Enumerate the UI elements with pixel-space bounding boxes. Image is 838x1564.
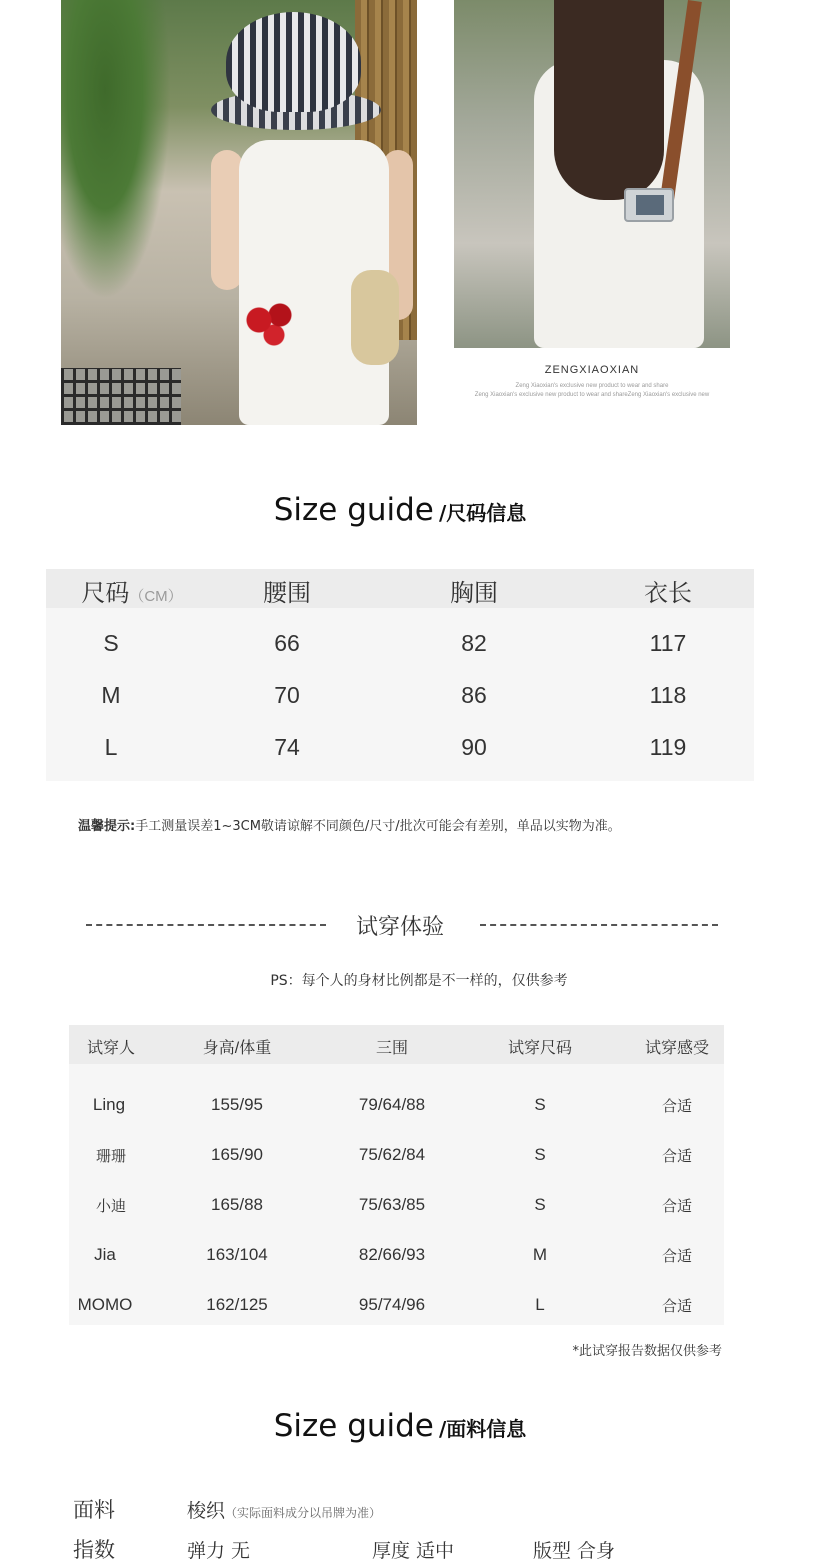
roses [241, 300, 301, 350]
height-weight-cell: 163/104 [206, 1245, 268, 1264]
measurements-cell: 82/66/93 [358, 1245, 426, 1264]
tryon-ps-note: PS：每个人的身材比例都是不一样的，仅供参考 [270, 973, 568, 989]
feeling-cell: 合适 [661, 1247, 693, 1265]
unit-label: （CM） [129, 588, 183, 605]
tester-cell: 珊珊 [95, 1147, 127, 1165]
brand-title: ZENGXIAOXIAN [544, 364, 640, 376]
tester-cell: MOMO [77, 1295, 133, 1314]
waist-cell: 66 [274, 630, 300, 656]
size-guide-title [0, 492, 800, 528]
table-row [69, 1235, 724, 1285]
size-cell: S [103, 630, 119, 656]
brand-subtitle-line: Zeng Xiaoxian's exclusive new product to wear and share [515, 383, 669, 389]
header-tried-size: 试穿尺码 [507, 1040, 573, 1057]
tip-label: 温馨提示: [78, 819, 136, 834]
brand-subtitle-line: Zeng Xiaoxian's exclusive new product to wear and shareZeng Xiaoxian's exclusive new [474, 392, 710, 398]
tried-size-cell: S [534, 1095, 546, 1114]
header-waist: 腰围 [263, 580, 311, 607]
size-cell: M [101, 682, 121, 708]
measurements-cell: 79/64/88 [358, 1095, 426, 1114]
waist-cell: 70 [274, 682, 300, 708]
tip-text: 手工测量误差1~3CM敬请谅解不同颜色/尺寸/批次可能会有差别，单品以实物为准。 [135, 819, 621, 834]
tester-cell: 小迪 [95, 1197, 127, 1215]
size-table [46, 569, 754, 781]
size-cell: L [104, 734, 118, 760]
material-label: 面料 [73, 1498, 115, 1522]
title-zh: /面料信息 [438, 1417, 527, 1441]
index-elasticity: 弹力 无 [187, 1540, 251, 1562]
header-height-weight: 身高/体重 [202, 1040, 272, 1057]
chest-cell: 90 [461, 734, 487, 760]
brand-subtitle [454, 382, 730, 400]
table-row [69, 1185, 724, 1235]
table-row [46, 678, 754, 718]
header-length: 衣长 [644, 580, 692, 607]
tryon-table-header [69, 1025, 724, 1064]
feeling-cell: 合适 [661, 1147, 693, 1165]
chest-cell: 86 [461, 682, 487, 708]
table-row [69, 1285, 724, 1335]
length-cell: 118 [649, 682, 687, 708]
tryon-footnote: *此试穿报告数据仅供参考 [572, 1344, 722, 1359]
fabric-guide-title [0, 1408, 800, 1444]
table-row [46, 730, 754, 770]
straw-bag [351, 270, 399, 365]
tried-size-cell: M [532, 1245, 548, 1264]
feeling-cell: 合适 [661, 1197, 693, 1215]
height-weight-cell: 165/88 [211, 1195, 263, 1214]
tried-size-cell: S [534, 1145, 546, 1164]
header-tester: 试穿人 [86, 1040, 136, 1057]
tryon-table [69, 1025, 724, 1325]
material-name: 梭织 [187, 1500, 226, 1522]
measurements-cell: 75/62/84 [358, 1145, 426, 1164]
height-weight-cell: 155/95 [211, 1095, 263, 1114]
foliage [61, 0, 171, 300]
height-weight-cell: 165/90 [211, 1145, 263, 1164]
feeling-cell: 合适 [661, 1097, 693, 1115]
chest-cell: 82 [461, 630, 487, 656]
header-size: 尺码（CM） [81, 580, 183, 607]
camera [624, 188, 674, 222]
title-en: Size guide [273, 492, 434, 528]
tester-cell: Jia [94, 1245, 116, 1264]
tryon-title: 试穿体验 [355, 915, 444, 940]
model-photo-left [61, 0, 417, 425]
index-thickness: 厚度 适中 [372, 1540, 455, 1562]
model-hair [554, 0, 664, 200]
length-cell: 119 [649, 734, 687, 760]
material-note: （实际面料成分以吊牌为准） [225, 1506, 382, 1520]
index-fit: 版型 合身 [533, 1540, 616, 1562]
model-photo-right [454, 0, 730, 348]
table-row [69, 1085, 724, 1135]
table-row [69, 1135, 724, 1185]
tried-size-cell: L [535, 1295, 545, 1314]
height-weight-cell: 162/125 [206, 1295, 268, 1314]
material-value [187, 1496, 381, 1523]
bucket-hat [226, 12, 361, 112]
measurements-cell: 95/74/96 [358, 1295, 426, 1314]
length-cell: 117 [649, 630, 687, 656]
index-label: 指数 [73, 1538, 115, 1562]
measurement-tip [78, 815, 621, 834]
tester-cell: Ling [92, 1095, 126, 1114]
title-zh: /尺码信息 [438, 501, 527, 525]
table-row [46, 626, 754, 666]
header-measurements: 三围 [375, 1040, 409, 1057]
header-feeling: 试穿感受 [644, 1040, 710, 1057]
measurements-cell: 75/63/85 [358, 1195, 426, 1214]
feeling-cell: 合适 [661, 1297, 693, 1315]
tried-size-cell: S [534, 1195, 546, 1214]
wire-basket [61, 368, 181, 425]
title-en: Size guide [273, 1408, 434, 1444]
header-chest: 胸围 [450, 580, 498, 607]
waist-cell: 74 [274, 734, 300, 760]
brand-caption [454, 364, 730, 400]
size-table-header [46, 569, 754, 608]
